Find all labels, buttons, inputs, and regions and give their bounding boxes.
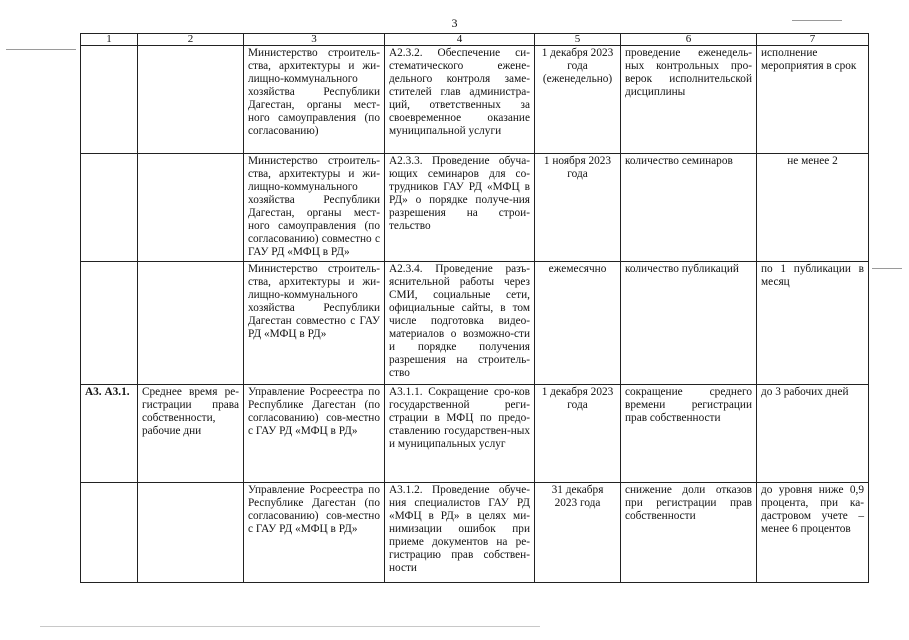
- row-measure: А2.3.2. Обеспечение си-стематического еженe-дельного контроля заме-стителей глав администра-ций, ответственных за своевременное оказание муниципальной услуги: [385, 46, 535, 154]
- row-deadline: 1 декабря 2023 года (еженедельно): [535, 46, 621, 154]
- row-measure: А2.3.4. Проведение разъ-яснительной работы через СМИ, социальные сети, официальные сайты, в том числе подготовка видео-материалов о возможно-сти и порядке получения разрешения на строитель-ство: [385, 262, 535, 385]
- row-executor: Министерство строитель-ства, архитектуры и жи-лищно-коммунального хозяйства Республики Дагестан совместно с ГАУ РД «МФЦ в РД»: [244, 262, 385, 385]
- row-code: А3. А3.1.: [81, 385, 138, 483]
- row-result: сокращение среднего времени регистрации прав собственности: [621, 385, 757, 483]
- row-result: снижение доли отказов при регистрации прав собственности: [621, 483, 757, 583]
- column-header: 5: [535, 34, 621, 46]
- row-indicator: Среднее время ре-гистрации права собственности, рабочие дни: [138, 385, 244, 483]
- row-indicator: [138, 483, 244, 583]
- column-header: 7: [757, 34, 869, 46]
- row-result: проведение еженедель-ных контрольных про-верок исполнительской дисциплины: [621, 46, 757, 154]
- column-header: 2: [138, 34, 244, 46]
- column-header: 4: [385, 34, 535, 46]
- scan-artifact: [792, 20, 842, 21]
- row-code: [81, 483, 138, 583]
- table-row: [81, 483, 869, 583]
- row-code: [81, 262, 138, 385]
- row-value: до уровня ниже 0,9 процента, при ка-дастровом учете – менее 6 процентов: [757, 483, 869, 583]
- scan-artifact: [40, 626, 540, 627]
- table-row: [81, 46, 869, 154]
- page-number: 3: [451, 16, 458, 30]
- row-deadline: 1 декабря 2023 года: [535, 385, 621, 483]
- row-executor: Управление Росреестра по Республике Дагестан (по согласованию) сов-местно с ГАУ РД «МФЦ в РД»: [244, 483, 385, 583]
- row-measure: А2.3.3. Проведение обуча-ющих семинаров для со-трудников ГАУ РД «МФЦ в РД» о порядке получе-ния разрешения на строи-тельство: [385, 154, 535, 262]
- column-number-row: [81, 34, 869, 46]
- row-executor: Управление Росреестра по Республике Дагестан (по согласованию) сов-местно с ГАУ РД «МФЦ в РД»: [244, 385, 385, 483]
- row-result: количество публикаций: [621, 262, 757, 385]
- row-result: количество семинаров: [621, 154, 757, 262]
- table-row: [81, 262, 869, 385]
- column-header: 3: [244, 34, 385, 46]
- row-deadline: 31 декабря 2023 года: [535, 483, 621, 583]
- plan-table: [80, 33, 869, 583]
- row-value: до 3 рабочих дней: [757, 385, 869, 483]
- row-indicator: [138, 154, 244, 262]
- row-code: [81, 46, 138, 154]
- row-executor: Министерство строитель-ства, архитектуры и жи-лищно-коммунального хозяйства Республики Дагестан, органы мест-ного самоуправления (по согласованию): [244, 46, 385, 154]
- row-code: [81, 154, 138, 262]
- row-deadline: 1 ноября 2023 года: [535, 154, 621, 262]
- row-indicator: [138, 262, 244, 385]
- column-header: 6: [621, 34, 757, 46]
- table-row: [81, 385, 869, 483]
- row-value: исполнение мероприятия в срок: [757, 46, 869, 154]
- row-value: по 1 публикации в месяц: [757, 262, 869, 385]
- scan-artifact: [6, 49, 76, 50]
- table-row: [81, 154, 869, 262]
- scan-artifact: [872, 268, 902, 269]
- row-deadline: ежемесячно: [535, 262, 621, 385]
- row-measure: А3.1.2. Проведение обуче-ния специалистов ГАУ РД «МФЦ в РД» в целях ми-нимизации ошибок при приеме документов на ре-гистрацию прав собствен-ности: [385, 483, 535, 583]
- column-header: 1: [81, 34, 138, 46]
- row-measure: А3.1.1. Сокращение сро-ков государственной реги-страции в МФЦ по предо-ставлению государствен-ных и муниципальных услуг: [385, 385, 535, 483]
- row-executor: Министерство строитель-ства, архитектуры и жи-лищно-коммунального хозяйства Республики Дагестан, органы мест-ного самоуправления (по согласованию) совместно с ГАУ РД «МФЦ в РД»: [244, 154, 385, 262]
- row-indicator: [138, 46, 244, 154]
- row-value: не менее 2: [757, 154, 869, 262]
